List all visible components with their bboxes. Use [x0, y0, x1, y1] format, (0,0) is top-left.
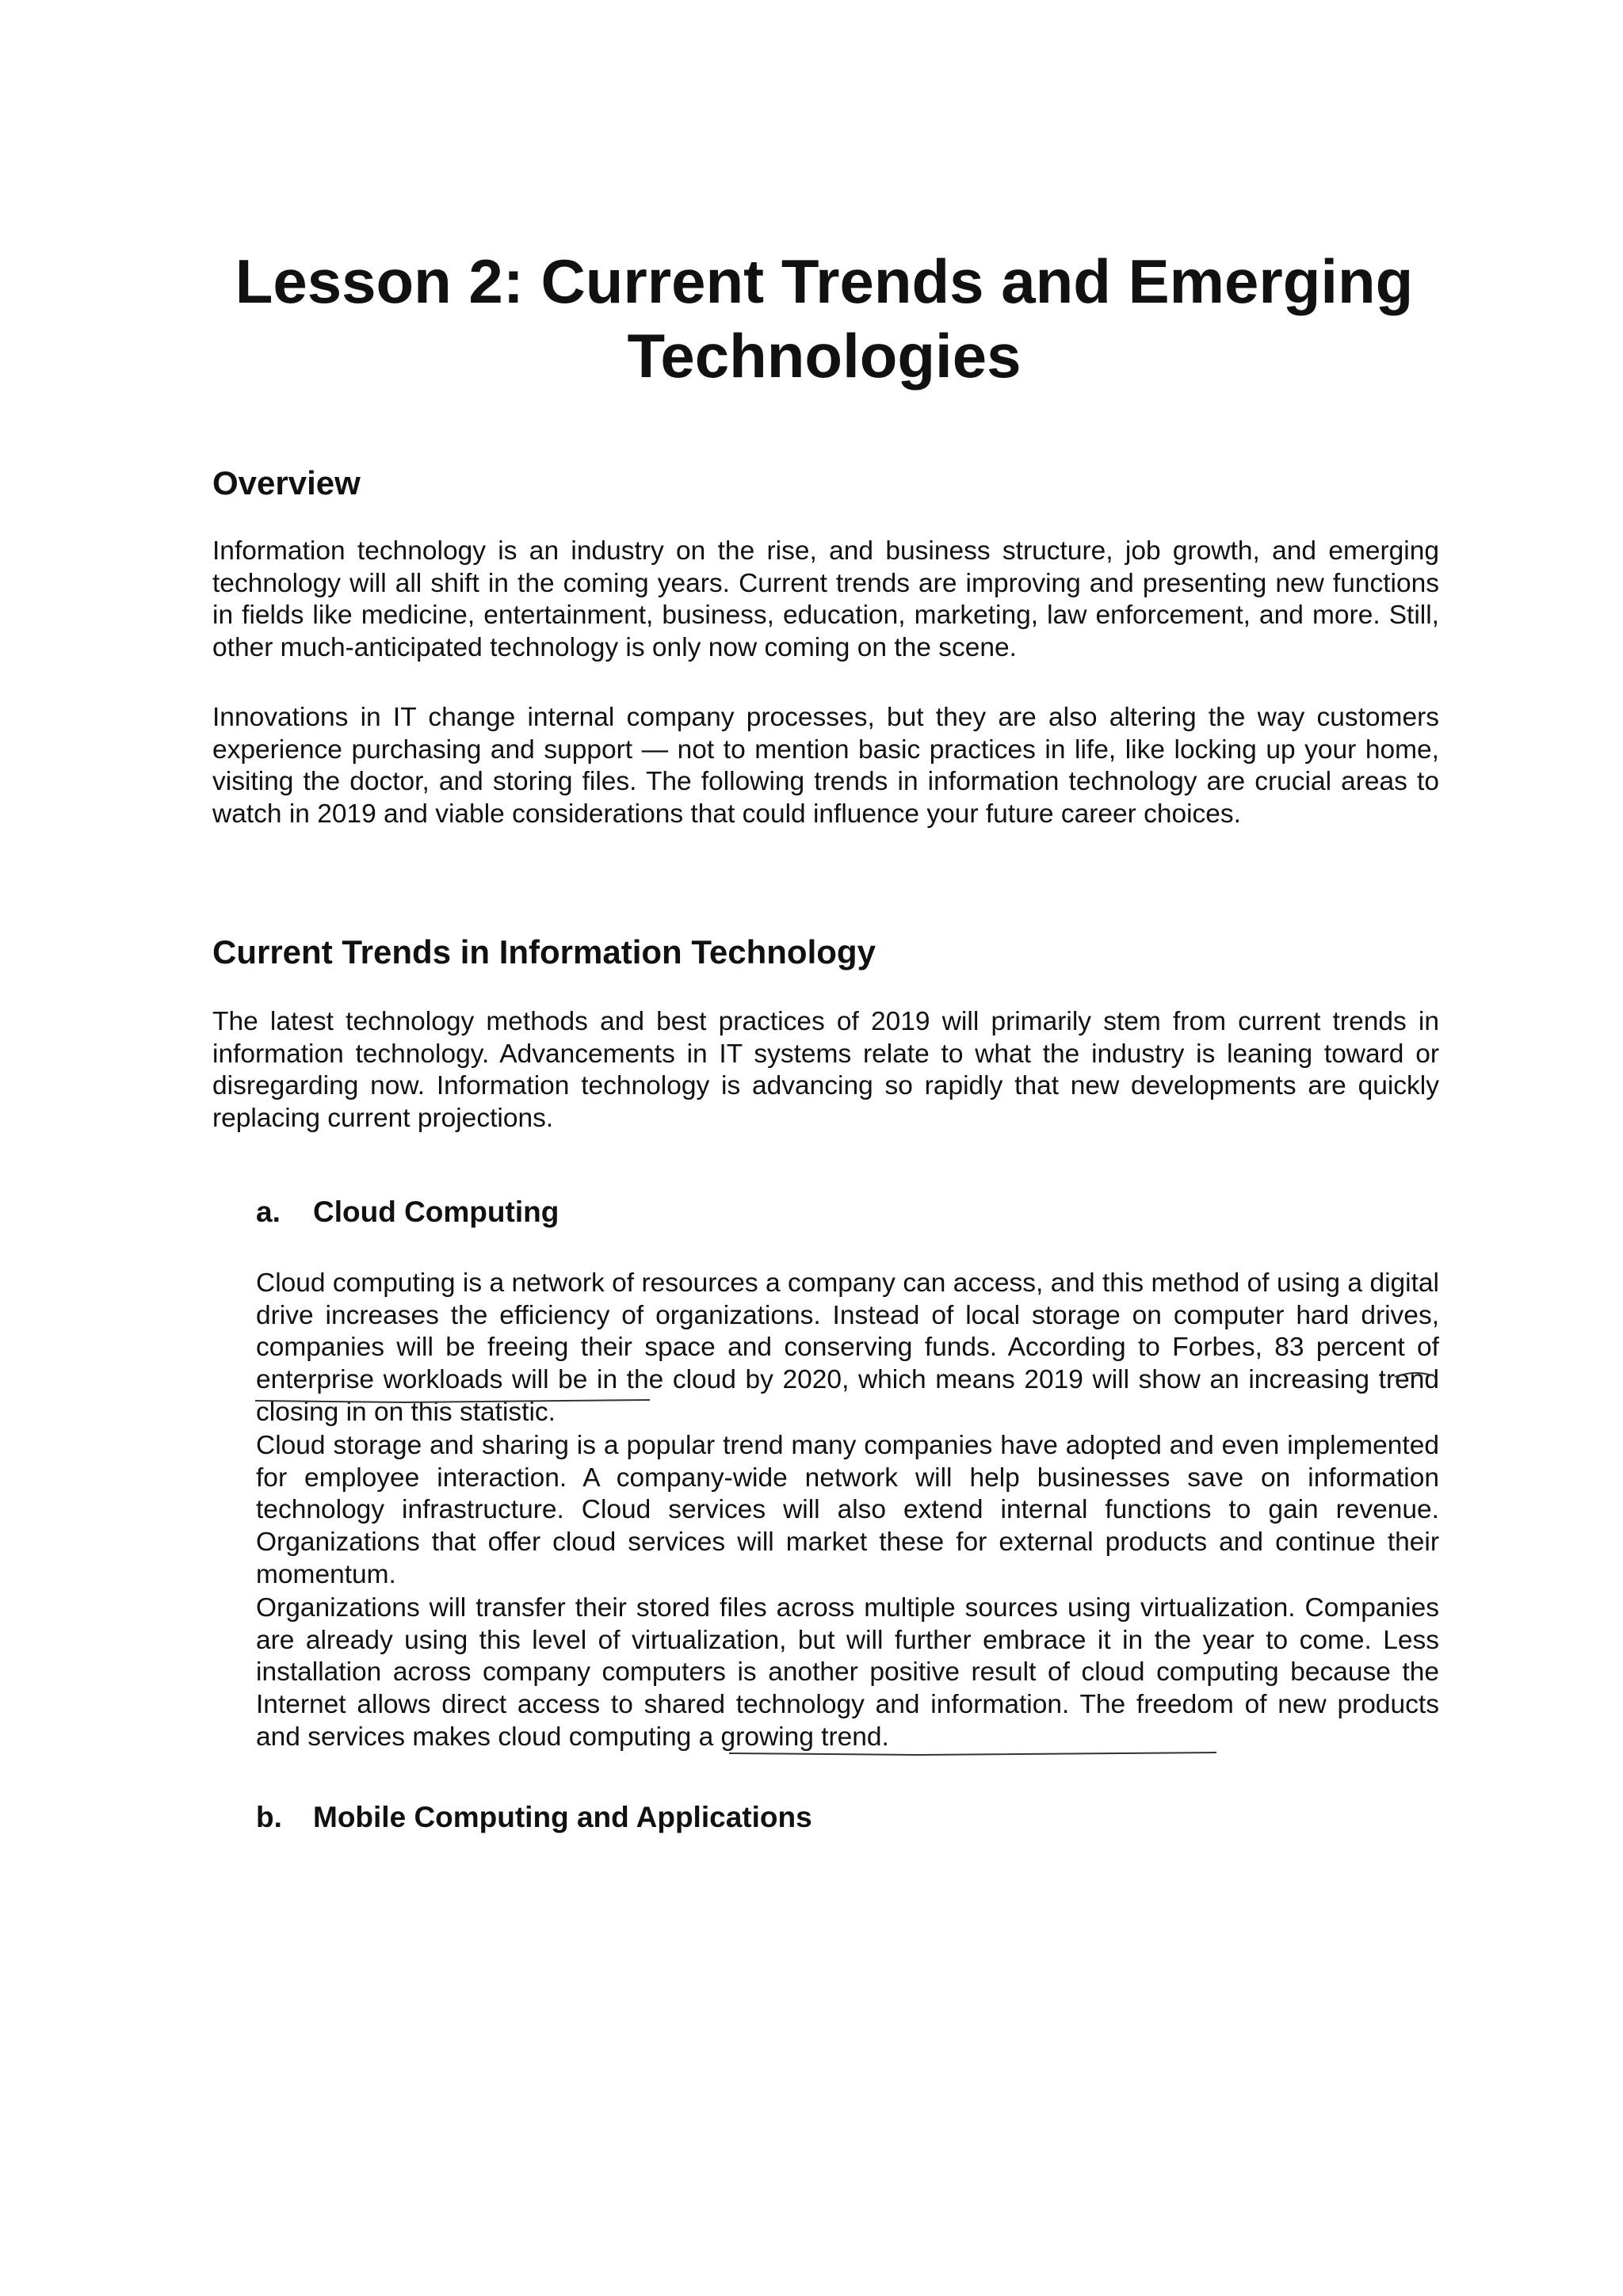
overview-heading: Overview: [212, 464, 361, 502]
mobile-computing-heading: [256, 1800, 812, 1835]
cloud-computing-title: Cloud Computing: [313, 1196, 559, 1228]
cloud-computing-paragraph-1: Cloud computing is a network of resources a company can access, and this method of using a digital drive increases the efficiency of organizations. Instead of local storage on computer hard drives, companies will be freeing their space and conserving funds. According to Forbes, 83 percent of enterprise workloads will be in the cloud by 2020, which means 2019 will show an increasing trend closing in on this statistic.: [256, 1268, 1439, 1427]
overview-paragraph-2: Innovations in IT change internal company processes, but they are also altering the way customers experience purchasing and support — not to mention basic practices in life, like locking up your home, visiting the doctor, and storing files. The following trends in information technology are crucial areas to watch in 2019 and viable considerations that could influence your future career choices.: [212, 703, 1439, 829]
mobile-computing-title: Mobile Computing and Applications: [313, 1801, 812, 1833]
overview-paragraph-1: Information technology is an industry on the rise, and business structure, job growth, and emerging technology will all shift in the coming years. Current trends are improving and presenting new functions in fields like medicine, entertainment, business, education, marketing, law enforcement, and more. Still, other much-anticipated technology is only now coming on the scene.: [212, 536, 1439, 662]
current-trends-heading: Current Trends in Information Technology: [212, 933, 876, 971]
cloud-computing-paragraph-2: Cloud storage and sharing is a popular trend many companies have adopted and even implemented for employee interaction. A company-wide network will help businesses save on information technology infrastructure. Cloud services will also extend internal functions to gain revenue. Organizations that offer cloud services will market these for external products and continue their momentum.: [256, 1431, 1439, 1589]
cloud-computing-heading: [256, 1195, 559, 1230]
cloud-computing-paragraph-3: Organizations will transfer their stored files across multiple sources using virtualization. Companies are already using this level of virtualization, but will further embrace it in the year to come. Less installation across company computers is another positive result of cloud computing because the Internet allows direct access to shared technology and information. The freedom of new products and services makes cloud computing a growing trend.: [256, 1593, 1439, 1752]
current-trends-paragraph: The latest technology methods and best practices of 2019 will primarily stem from current trends in information technology. Advancements in IT systems relate to what the industry is leaning toward or disregarding now. Information technology is advancing so rapidly that new developments are quickly replacing current projections.: [212, 1007, 1439, 1133]
page-title: Lesson 2: Current Trends and Emerging Technologies: [235, 246, 1414, 391]
mobile-computing-marker: b.: [256, 1801, 282, 1833]
cloud-computing-marker: a.: [256, 1196, 281, 1228]
